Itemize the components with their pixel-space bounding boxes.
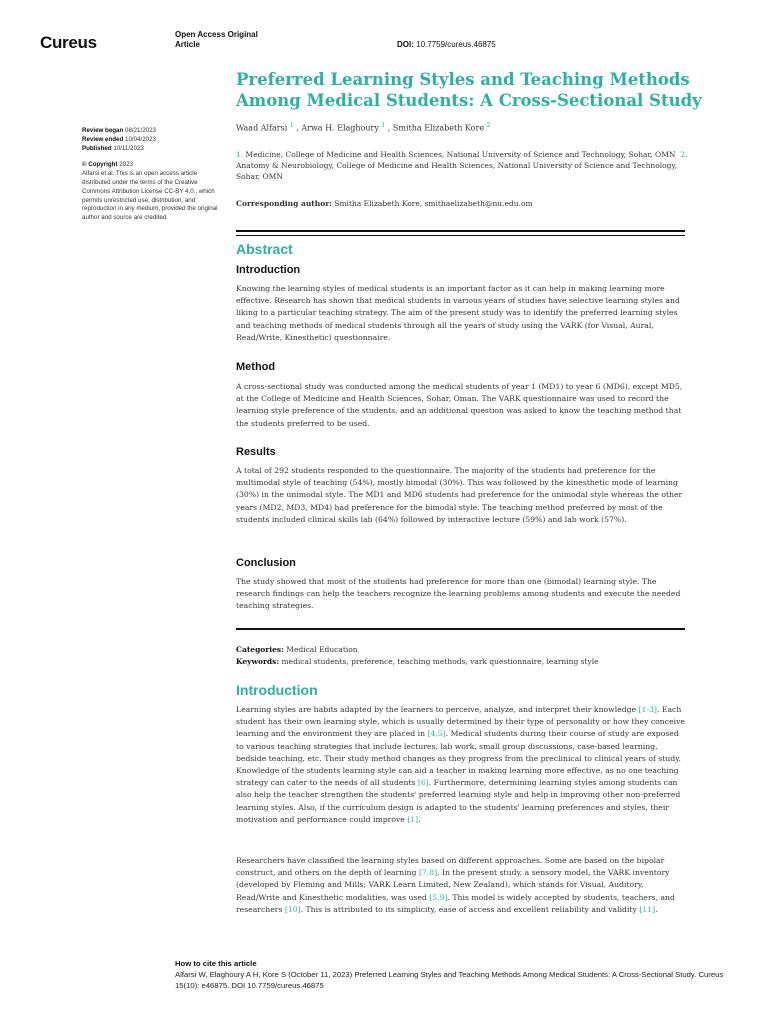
doi-value[interactable]: 10.7759/cureus.46875 bbox=[416, 40, 496, 49]
affiliation-text: Medicine, College of Medicine and Health Sciences, National University of Science and Technology, Sohar, OMN bbox=[245, 150, 676, 159]
review-ended-date: 10/04/2023 bbox=[125, 135, 156, 143]
copyright bbox=[82, 161, 227, 170]
citation-link[interactable]: [5,9] bbox=[429, 892, 448, 902]
author-list: Waad Alfarsi $^1$ , Arwa H. Elaghoury $^1$ , Smitha Elizabeth Kore $^2$ bbox=[236, 122, 491, 133]
paragraph-text: . This model is widely accepted by students, teachers, and researchers bbox=[236, 892, 675, 914]
author-name: Arwa H. Elaghoury bbox=[301, 123, 379, 133]
keywords-value: medical students, preference, teaching methods, vark questionnaire, learning style bbox=[281, 657, 599, 666]
review-began bbox=[82, 127, 227, 136]
abstract-conclusion-heading: Conclusion bbox=[236, 557, 296, 569]
keywords bbox=[236, 657, 599, 666]
how-to-cite-label: How to cite this article bbox=[175, 959, 257, 968]
affiliation-text: Anatomy & Neurobiology, College of Medicine and Health Sciences, National University of Science and Technology, Sohar, OMN bbox=[236, 161, 678, 181]
introduction-paragraph-1 bbox=[236, 704, 686, 826]
doi bbox=[397, 40, 496, 49]
keywords-label: Keywords: bbox=[236, 657, 280, 666]
abstract-heading: Abstract bbox=[236, 241, 293, 257]
paragraph-text: . bbox=[655, 904, 658, 914]
affiliation-number: 1. bbox=[236, 150, 244, 159]
corresponding-author-value: Smitha Elizabeth Kore, smithaelizabeth@nu.edu.om bbox=[334, 199, 533, 208]
abstract-results-text: A total of 292 students responded to the questionnaire. The majority of the students had preference for the multimodal style of teaching (54%), mostly bimodal (30%). This was followed by the kinesthetic mode of learning (30%) in the unimodal style. The MD1 and MD6 students had preference for the unimodal style whereas the other years (MD2, MD3, MD4) had preference for the bimodal style. The teaching method preferred by most of the students included clinical skills lab (64%) followed by interactive lecture (59%) and lab work (57%). bbox=[236, 466, 683, 524]
abstract-method-heading: Method bbox=[236, 361, 276, 373]
corresponding-author bbox=[236, 199, 533, 208]
paragraph-text: . Each student has their own learning style, which is usually determined by their type of personality or how they conceive learning and the environment they are placed in bbox=[236, 705, 685, 739]
author-name: Waad Alfarsi bbox=[236, 123, 288, 133]
article-type-line1: Open Access Original bbox=[175, 30, 258, 39]
paragraph-text: . In the present study, a sensory model, the VARK inventory (developed by Fleming and Mills; VARK Learn Limited, New Zealand), which stands for Visual, Auditory, Read/Write and Kinesthetic modalities, was used bbox=[236, 868, 670, 902]
paragraph-text: . This is attributed to its simplicity, ease of access and excellent reliability and validity bbox=[300, 904, 640, 914]
author-affiliation-ref[interactable]: 1 bbox=[289, 122, 294, 129]
affiliations bbox=[236, 149, 688, 182]
paragraph-text: . bbox=[418, 814, 421, 824]
review-ended-label: Review ended bbox=[82, 135, 124, 143]
section-divider bbox=[236, 628, 685, 630]
copyright-year: 2023 bbox=[119, 161, 133, 169]
introduction-paragraph-2 bbox=[236, 855, 686, 916]
paragraph-text: . Furthermore, determining learning styles among students can also help the teacher strengthen the students' preferred learning style and help in improving other non-preferred learning styles. Also, if the curriculum design is adapted to the students' learning preferences and styles, their motivation and performance could improve bbox=[236, 778, 681, 824]
citation-link[interactable]: [7,8] bbox=[418, 868, 438, 878]
citation-link[interactable]: [6] bbox=[417, 778, 429, 788]
article-title: Preferred Learning Styles and Teaching Methods Among Medical Students: A Cross-Sectional Study bbox=[236, 70, 702, 110]
copyright-label: © Copyright bbox=[82, 161, 118, 169]
review-began-date: 08/21/2023 bbox=[125, 127, 156, 134]
introduction-heading: Introduction bbox=[236, 682, 318, 698]
corresponding-author-label: Corresponding author: bbox=[236, 199, 332, 208]
categories-value: Medical Education bbox=[286, 645, 358, 654]
abstract-introduction-heading: Introduction bbox=[236, 264, 301, 276]
article-type-line2: Article bbox=[175, 40, 200, 49]
paragraph-text: . Medical students during their course of study are exposed to various teaching strategies that include lectures, lab work, small group discussions, case-based learning, bedside teaching, etc. Their study method changes as they progress from the preclinical to clinical years of study. Knowledge of the students learning style can aid a teacher in making learning more effective, as no one teaching strategy can cater to the needs of all students bbox=[236, 729, 681, 788]
author-name: Smitha Elizabeth Kore bbox=[392, 123, 485, 133]
license-text: Alfarsi et al. This is an open access article distributed under the terms of the Creative Commons Attribution License CC-BY 4.0., which permits unrestricted use, distribution, and reproduction in any medium, provided the original author and source are credited. bbox=[82, 170, 218, 222]
citation-link[interactable]: [1-3] bbox=[638, 705, 657, 714]
paragraph-text: Researchers have classified the learning styles based on different approaches. Some are based on the bipolar construct, and others on the depth of learning bbox=[236, 856, 665, 878]
how-to-cite-text: Alfarsi W, Elaghoury A H, Kore S (October 11, 2023) Preferred Learning Styles and Teaching Methods Among Medical Students: A Cross-Sectional Study. Cureus 15(10): e46875. DOI 10.7759/cureus.46875 bbox=[175, 970, 724, 990]
article-type bbox=[175, 30, 258, 50]
categories bbox=[236, 645, 358, 654]
abstract-conclusion-text: The study showed that most of the students had preference for more than one (bimodal) learning style. The research findings can help the teachers recognize the learning problems among students and execute the needed teaching strategies. bbox=[236, 577, 681, 611]
author-affiliation-ref[interactable]: 1 bbox=[381, 122, 386, 129]
author-affiliation-ref[interactable]: 2 bbox=[486, 122, 491, 129]
citation-link[interactable]: [1] bbox=[407, 814, 419, 824]
doi-label: DOI: bbox=[397, 40, 414, 49]
review-ended bbox=[82, 136, 227, 145]
citation-link[interactable]: [10] bbox=[284, 904, 301, 914]
how-to-cite bbox=[175, 958, 745, 991]
section-divider bbox=[236, 230, 685, 236]
paragraph-text: Learning styles are habits adapted by the learners to perceive, analyze, and interpret their knowledge bbox=[236, 705, 639, 714]
cureus-logo: Cureus bbox=[40, 33, 97, 52]
abstract-results-heading: Results bbox=[236, 446, 276, 458]
abstract-method-text: A cross-sectional study was conducted among the medical students of year 1 (MD1) to year 6 (MD6), except MD5, at the College of Medicine and Health Sciences, Sohar, Oman. The VARK questionnaire was used to record the learning style preference of the students, and an additional question was asked to know the teaching method that the students preferred to be used. bbox=[236, 382, 683, 428]
citation-link[interactable]: [4,5] bbox=[427, 729, 446, 739]
published-date: 10/11/2023 bbox=[113, 144, 144, 152]
abstract-introduction-text: Knowing the learning styles of medical students is an important factor as it can help in making learning more effective. Research has shown that medical students in various years of studies have selective learning styles and liking to a particular teaching strategy. The aim of the present study was to identify the preferred learning styles and teaching methods of medical students through all the years of study using the VARK (for Visual, Aural, Read/Write, Kinesthetic) questionnaire. bbox=[236, 284, 680, 342]
published-label: Published bbox=[82, 144, 112, 152]
published bbox=[82, 145, 227, 154]
citation-link[interactable]: [11] bbox=[639, 904, 656, 914]
categories-label: Categories: bbox=[236, 645, 284, 654]
review-began-label: Review began bbox=[82, 127, 124, 134]
article-sidebar bbox=[82, 127, 227, 223]
affiliation-number: 2. bbox=[680, 150, 688, 159]
